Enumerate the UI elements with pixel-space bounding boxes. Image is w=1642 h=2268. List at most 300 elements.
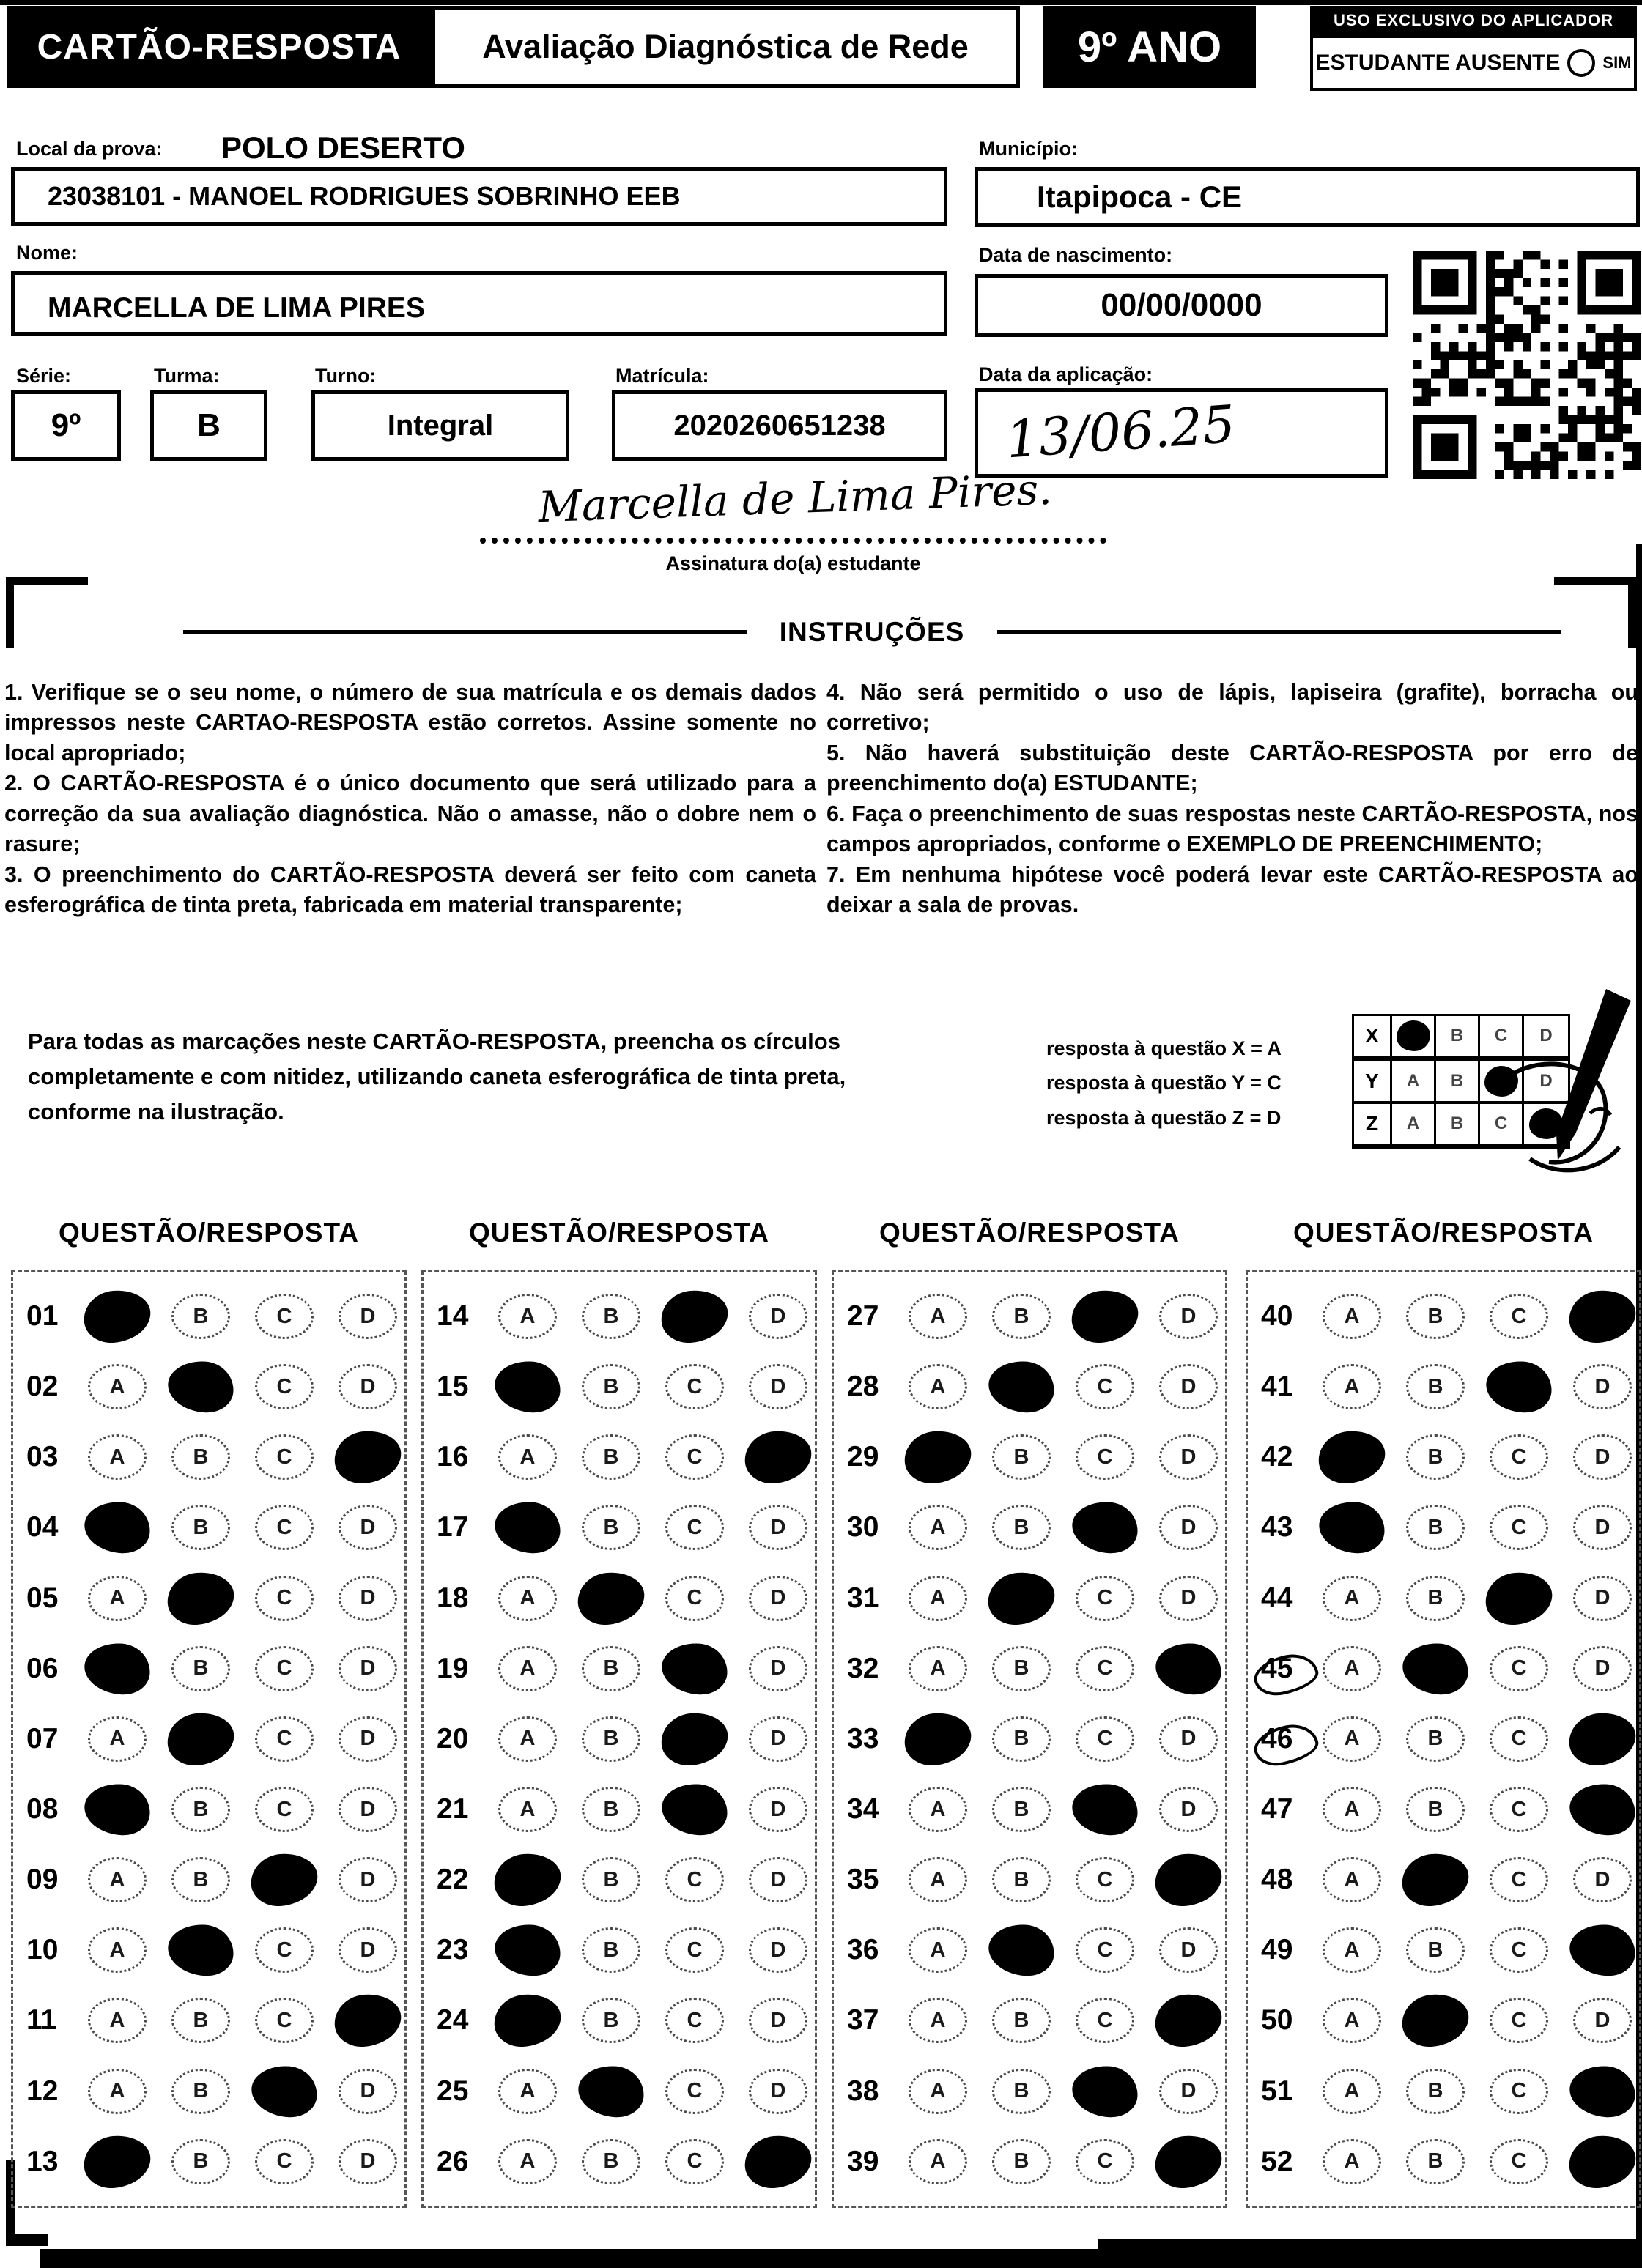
bubble-50-a[interactable]: A — [1323, 1998, 1381, 2043]
bubble-01-c[interactable]: C — [255, 1294, 314, 1339]
example-legend-line: resposta à questão Y = C — [1046, 1072, 1282, 1094]
question-row-03 — [13, 1434, 404, 1480]
column-header: QUESTÃO/RESPOSTA — [879, 1218, 1180, 1248]
bubble-46-d-filled[interactable] — [1567, 1711, 1638, 1768]
bubble-21-a[interactable]: A — [498, 1787, 557, 1832]
bubble-34-b[interactable]: B — [992, 1787, 1051, 1832]
bubble-15-b[interactable]: B — [582, 1364, 640, 1409]
bubble-41-b[interactable]: B — [1406, 1364, 1465, 1409]
pen-hand-illustration — [1487, 989, 1642, 1194]
question-number: 07 — [26, 1722, 59, 1754]
bubble-38-c-filled[interactable] — [1070, 2064, 1139, 2119]
bubble-12-b[interactable]: B — [171, 2069, 230, 2114]
question-number: 43 — [1261, 1511, 1293, 1544]
bubble-10-a[interactable]: A — [88, 1927, 147, 1973]
bubble-27-d[interactable]: D — [1159, 1294, 1218, 1339]
bubble-36-a[interactable]: A — [909, 1927, 967, 1973]
question-row-08 — [13, 1787, 404, 1832]
bubble-33-a-filled[interactable] — [902, 1711, 973, 1768]
bubble-43-d[interactable]: D — [1573, 1505, 1632, 1550]
bubble-04-d[interactable]: D — [339, 1505, 397, 1550]
bubble-27-a[interactable]: A — [909, 1294, 967, 1339]
bubble-05-a[interactable]: A — [88, 1576, 147, 1621]
bubble-31-d[interactable]: D — [1159, 1576, 1218, 1621]
bubble-37-b[interactable]: B — [992, 1998, 1051, 2043]
nome-field — [11, 271, 947, 336]
bubble-23-a-filled[interactable] — [493, 1923, 562, 1979]
question-row-18 — [424, 1576, 815, 1621]
bubble-51-a[interactable]: A — [1323, 2069, 1381, 2114]
bubble-10-d[interactable]: D — [339, 1927, 397, 1973]
bubble-42-d[interactable]: D — [1573, 1434, 1632, 1480]
bubble-15-a-filled[interactable] — [493, 1359, 562, 1415]
bubble-43-a-filled[interactable] — [1317, 1500, 1386, 1556]
bubble-06-b[interactable]: B — [171, 1646, 230, 1691]
bubble-10-b-filled[interactable] — [166, 1923, 235, 1979]
bubble-51-d-filled[interactable] — [1568, 2064, 1637, 2119]
bubble-17-c[interactable]: C — [665, 1505, 724, 1550]
bubble-19-d[interactable]: D — [749, 1646, 807, 1691]
bubble-02-c[interactable]: C — [255, 1364, 314, 1409]
bubble-07-d[interactable]: D — [339, 1716, 397, 1762]
bubble-41-a[interactable]: A — [1323, 1364, 1381, 1409]
signature-label: Assinatura do(a) estudante — [665, 552, 921, 574]
question-row-34 — [834, 1787, 1225, 1832]
instruction-item: 1. Verifique se o seu nome, o número de sua matrícula e os demais dados impressos neste CARTAO-RESPOSTA estão corretos. Assine somente no local apropriado; — [4, 680, 816, 766]
bubble-37-c[interactable]: C — [1076, 1998, 1134, 2043]
bubble-14-a[interactable]: A — [498, 1294, 557, 1339]
bubble-22-c[interactable]: C — [665, 1857, 724, 1902]
bubble-26-a[interactable]: A — [498, 2139, 557, 2184]
bubble-21-c-filled[interactable] — [660, 1782, 729, 1837]
question-number: 27 — [847, 1300, 879, 1333]
question-number: 51 — [1261, 2075, 1293, 2107]
bubble-25-b-filled[interactable] — [577, 2064, 646, 2119]
bubble-40-d-filled[interactable] — [1567, 1288, 1638, 1345]
bubble-52-c[interactable]: C — [1490, 2139, 1548, 2184]
bubble-23-c[interactable]: C — [665, 1927, 724, 1973]
bubble-06-c[interactable]: C — [255, 1646, 314, 1691]
example-filled-mark — [1397, 1020, 1430, 1051]
example-bubble-a — [1392, 1016, 1436, 1056]
bubble-13-a-filled[interactable] — [81, 2133, 152, 2190]
bubble-07-b-filled[interactable] — [165, 1711, 236, 1768]
bubble-25-a[interactable]: A — [498, 2069, 557, 2114]
example-bubble-c: C — [1480, 1016, 1524, 1056]
bubble-46-c[interactable]: C — [1490, 1716, 1548, 1762]
question-number: 34 — [847, 1793, 879, 1826]
bubble-46-a[interactable]: A — [1323, 1716, 1381, 1762]
nome-label: Nome: — [16, 242, 78, 264]
question-row-09 — [13, 1857, 404, 1902]
bubble-44-d[interactable]: D — [1573, 1576, 1632, 1621]
bubble-34-d[interactable]: D — [1159, 1787, 1218, 1832]
bubble-14-d[interactable]: D — [749, 1294, 807, 1339]
bubble-31-a[interactable]: A — [909, 1576, 967, 1621]
bubble-47-a[interactable]: A — [1323, 1787, 1381, 1832]
bubble-25-c[interactable]: C — [665, 2069, 724, 2114]
question-row-25 — [424, 2069, 815, 2114]
question-number: 15 — [437, 1371, 469, 1403]
bubble-49-c[interactable]: C — [1490, 1927, 1548, 1973]
bubble-01-d[interactable]: D — [339, 1294, 397, 1339]
question-number: 42 — [1261, 1441, 1293, 1473]
question-number: 37 — [847, 2004, 879, 2037]
question-number: 06 — [26, 1652, 59, 1684]
question-row-24 — [424, 1998, 815, 2043]
matricula-field — [612, 390, 947, 461]
question-row-40 — [1248, 1294, 1639, 1339]
bubble-47-d-filled[interactable] — [1568, 1782, 1637, 1837]
bubble-22-b[interactable]: B — [582, 1857, 640, 1902]
bubble-30-d[interactable]: D — [1159, 1505, 1218, 1550]
bubble-42-b[interactable]: B — [1406, 1434, 1465, 1480]
bubble-31-b-filled[interactable] — [985, 1569, 1057, 1626]
bubble-33-c[interactable]: C — [1076, 1716, 1134, 1762]
example-row-label: Z — [1354, 1104, 1392, 1144]
bubble-12-a[interactable]: A — [88, 2069, 147, 2114]
bubble-29-d[interactable]: D — [1159, 1434, 1218, 1480]
question-row-39 — [834, 2139, 1225, 2184]
bubble-41-c-filled[interactable] — [1484, 1359, 1553, 1415]
question-row-49 — [1248, 1927, 1639, 1973]
bubble-28-b-filled[interactable] — [987, 1359, 1056, 1415]
question-row-14 — [424, 1294, 815, 1339]
bubble-02-b-filled[interactable] — [166, 1359, 235, 1415]
instruction-item: 3. O preenchimento do CARTÃO-RESPOSTA deverá ser feito com caneta esferográfica de tinta preta, fabricada em material transparente; — [4, 861, 816, 918]
bubble-17-d[interactable]: D — [749, 1505, 807, 1550]
aplicacao-label: Data da aplicação: — [979, 363, 1153, 385]
bubble-34-a[interactable]: A — [909, 1787, 967, 1832]
turma-label: Turma: — [154, 365, 220, 387]
bubble-52-b[interactable]: B — [1406, 2139, 1465, 2184]
bubble-49-a[interactable]: A — [1323, 1927, 1381, 1973]
bubble-30-c-filled[interactable] — [1070, 1500, 1139, 1556]
bubble-35-d-filled[interactable] — [1153, 1851, 1224, 1908]
bubble-42-c[interactable]: C — [1490, 1434, 1548, 1480]
bubble-34-c-filled[interactable] — [1070, 1782, 1139, 1837]
bubble-39-b[interactable]: B — [992, 2139, 1051, 2184]
bubble-20-b[interactable]: B — [582, 1716, 640, 1762]
bubble-12-c-filled[interactable] — [250, 2064, 319, 2119]
bubble-32-c[interactable]: C — [1076, 1646, 1134, 1691]
bubble-49-d-filled[interactable] — [1568, 1923, 1637, 1979]
example-bubble-b: B — [1436, 1104, 1480, 1144]
question-number: 50 — [1261, 2004, 1293, 2037]
crop-mark-left-h — [6, 577, 88, 585]
bubble-31-c[interactable]: C — [1076, 1576, 1134, 1621]
bubble-41-d[interactable]: D — [1573, 1364, 1632, 1409]
bubble-19-c-filled[interactable] — [660, 1641, 729, 1697]
bubble-19-a[interactable]: A — [498, 1646, 557, 1691]
bubble-11-d-filled[interactable] — [332, 1992, 403, 2049]
bubble-09-a[interactable]: A — [88, 1857, 147, 1902]
bubble-35-a[interactable]: A — [909, 1857, 967, 1902]
bubble-33-b[interactable]: B — [992, 1716, 1051, 1762]
bubble-24-d[interactable]: D — [749, 1998, 807, 2043]
student-signature-handwriting: Marcella de Lima Pires. — [537, 464, 1053, 533]
answer-column-2 — [421, 1218, 817, 2208]
question-row-20 — [424, 1716, 815, 1762]
bubble-47-b[interactable]: B — [1406, 1787, 1465, 1832]
bubble-04-b[interactable]: B — [171, 1505, 230, 1550]
bubble-07-a[interactable]: A — [88, 1716, 147, 1762]
bubble-01-b[interactable]: B — [171, 1294, 230, 1339]
bubble-11-c[interactable]: C — [255, 1998, 314, 2043]
bubble-21-b[interactable]: B — [582, 1787, 640, 1832]
question-row-16 — [424, 1434, 815, 1480]
bubble-07-c[interactable]: C — [255, 1716, 314, 1762]
bubble-20-a[interactable]: A — [498, 1716, 557, 1762]
bubble-39-c[interactable]: C — [1076, 2139, 1134, 2184]
bubble-23-b[interactable]: B — [582, 1927, 640, 1973]
bubble-48-c[interactable]: C — [1490, 1857, 1548, 1902]
bubble-15-c[interactable]: C — [665, 1364, 724, 1409]
example-legend-line: resposta à questão X = A — [1046, 1037, 1282, 1059]
bubble-03-b[interactable]: B — [171, 1434, 230, 1480]
bubble-14-c-filled[interactable] — [659, 1288, 730, 1345]
bubble-06-a-filled[interactable] — [83, 1641, 152, 1697]
question-row-22 — [424, 1857, 815, 1902]
bubble-30-a[interactable]: A — [909, 1505, 967, 1550]
bubble-24-b[interactable]: B — [582, 1998, 640, 2043]
bubble-44-b[interactable]: B — [1406, 1576, 1465, 1621]
question-row-47 — [1248, 1787, 1639, 1832]
question-number: 11 — [26, 2004, 57, 2037]
question-number: 32 — [847, 1652, 879, 1684]
bubble-18-b-filled[interactable] — [575, 1569, 646, 1626]
bubble-02-d[interactable]: D — [339, 1364, 397, 1409]
bubble-45-d[interactable]: D — [1573, 1646, 1632, 1691]
bubble-52-a[interactable]: A — [1323, 2139, 1381, 2184]
bubble-16-a[interactable]: A — [498, 1434, 557, 1480]
bubble-18-a[interactable]: A — [498, 1576, 557, 1621]
bubble-48-d[interactable]: D — [1573, 1857, 1632, 1902]
question-row-23 — [424, 1927, 815, 1973]
bubble-50-d[interactable]: D — [1573, 1998, 1632, 2043]
bubble-08-d[interactable]: D — [339, 1787, 397, 1832]
example-bubble-d: D — [1539, 1071, 1553, 1091]
bubble-35-c[interactable]: C — [1076, 1857, 1134, 1902]
bubble-03-a[interactable]: A — [88, 1434, 147, 1480]
signature-line[interactable] — [480, 497, 1106, 544]
answer-column-1 — [11, 1218, 407, 2208]
instructions-right-column — [826, 678, 1638, 921]
question-number: 17 — [437, 1511, 469, 1544]
bubble-13-c[interactable]: C — [255, 2139, 314, 2184]
bubble-01-a-filled[interactable] — [81, 1288, 152, 1345]
bubble-45-b-filled[interactable] — [1401, 1641, 1470, 1697]
bubble-37-d-filled[interactable] — [1153, 1992, 1224, 2049]
bubble-47-c[interactable]: C — [1490, 1787, 1548, 1832]
bubble-38-b[interactable]: B — [992, 2069, 1051, 2114]
column-header: QUESTÃO/RESPOSTA — [1292, 1218, 1594, 1248]
bubble-05-b-filled[interactable] — [165, 1569, 236, 1626]
bubble-29-c[interactable]: C — [1076, 1434, 1134, 1480]
bubble-18-d[interactable]: D — [749, 1576, 807, 1621]
bubble-18-c[interactable]: C — [665, 1576, 724, 1621]
bubble-11-a[interactable]: A — [88, 1998, 147, 2043]
absent-option-label: SIM — [1602, 53, 1632, 72]
bubble-09-b[interactable]: B — [171, 1857, 230, 1902]
bubble-28-c[interactable]: C — [1076, 1364, 1134, 1409]
example-bubble-b: B — [1436, 1016, 1480, 1056]
bubble-17-b[interactable]: B — [582, 1505, 640, 1550]
bubble-20-d[interactable]: D — [749, 1716, 807, 1762]
bubble-42-a-filled[interactable] — [1316, 1428, 1387, 1486]
question-number: 36 — [847, 1934, 879, 1966]
question-number: 18 — [437, 1582, 469, 1614]
bubble-04-a-filled[interactable] — [83, 1500, 152, 1556]
bubble-26-b[interactable]: B — [582, 2139, 640, 2184]
bubble-28-d[interactable]: D — [1159, 1364, 1218, 1409]
question-row-48 — [1248, 1857, 1639, 1902]
bubble-16-b[interactable]: B — [582, 1434, 640, 1480]
bubble-27-b[interactable]: B — [992, 1294, 1051, 1339]
question-row-21 — [424, 1787, 815, 1832]
bubble-37-a[interactable]: A — [909, 1998, 967, 2043]
bubble-43-b[interactable]: B — [1406, 1505, 1465, 1550]
bubble-48-b-filled[interactable] — [1399, 1851, 1471, 1908]
bubble-43-c[interactable]: C — [1490, 1505, 1548, 1550]
nascimento-label: Data de nascimento: — [979, 244, 1173, 266]
bubble-38-d[interactable]: D — [1159, 2069, 1218, 2114]
bubble-46-b[interactable]: B — [1406, 1716, 1465, 1762]
bubble-02-a[interactable]: A — [88, 1364, 147, 1409]
bubble-09-c-filled[interactable] — [248, 1851, 319, 1908]
question-row-45 — [1248, 1646, 1639, 1691]
bubble-40-c[interactable]: C — [1490, 1294, 1548, 1339]
bubble-35-b[interactable]: B — [992, 1857, 1051, 1902]
bubble-27-c-filled[interactable] — [1069, 1288, 1140, 1345]
bubble-08-a-filled[interactable] — [83, 1782, 152, 1837]
bubble-22-a-filled[interactable] — [492, 1851, 563, 1908]
bubble-50-c[interactable]: C — [1490, 1998, 1548, 2043]
bubble-16-c[interactable]: C — [665, 1434, 724, 1480]
bubble-36-b-filled[interactable] — [987, 1923, 1056, 1979]
question-number: 12 — [26, 2075, 59, 2107]
bubble-25-d[interactable]: D — [749, 2069, 807, 2114]
question-number: 44 — [1261, 1582, 1293, 1614]
bubble-22-d[interactable]: D — [749, 1857, 807, 1902]
question-row-02 — [13, 1364, 404, 1409]
question-row-28 — [834, 1364, 1225, 1409]
bubble-33-d[interactable]: D — [1159, 1716, 1218, 1762]
bubble-32-b[interactable]: B — [992, 1646, 1051, 1691]
bubble-29-a-filled[interactable] — [902, 1428, 973, 1486]
question-row-51 — [1248, 2069, 1639, 2114]
bubble-13-d[interactable]: D — [339, 2139, 397, 2184]
bubble-11-b[interactable]: B — [171, 1998, 230, 2043]
matricula-value: 2020260651238 — [673, 409, 886, 442]
divider-line-left — [183, 630, 747, 634]
question-row-05 — [13, 1576, 404, 1621]
bubble-09-d[interactable]: D — [339, 1857, 397, 1902]
bubble-39-d-filled[interactable] — [1153, 2133, 1224, 2190]
bubble-39-a[interactable]: A — [909, 2139, 967, 2184]
question-row-26 — [424, 2139, 815, 2184]
absent-bubble[interactable] — [1567, 49, 1595, 77]
bubble-40-a[interactable]: A — [1323, 1294, 1381, 1339]
bubble-45-c[interactable]: C — [1490, 1646, 1548, 1691]
bubble-44-c-filled[interactable] — [1483, 1569, 1554, 1626]
bubble-49-b[interactable]: B — [1406, 1927, 1465, 1973]
bubble-08-c[interactable]: C — [255, 1787, 314, 1832]
bubble-05-c[interactable]: C — [255, 1576, 314, 1621]
bubble-32-d-filled[interactable] — [1154, 1641, 1223, 1697]
question-number: 10 — [26, 1934, 59, 1966]
bubble-05-d[interactable]: D — [339, 1576, 397, 1621]
question-number: 03 — [26, 1441, 59, 1473]
question-row-35 — [834, 1857, 1225, 1902]
instructions-left-column — [4, 678, 816, 921]
bubble-23-d[interactable]: D — [749, 1927, 807, 1973]
card-title: CARTÃO-RESPOSTA — [7, 6, 431, 88]
nome-value: MARCELLA DE LIMA PIRES — [48, 292, 425, 324]
bubble-03-c[interactable]: C — [255, 1434, 314, 1480]
bubble-38-a[interactable]: A — [909, 2069, 967, 2114]
qr-code — [1413, 251, 1641, 479]
question-row-36 — [834, 1927, 1225, 1973]
bubble-14-b[interactable]: B — [582, 1294, 640, 1339]
question-number: 09 — [26, 1864, 59, 1896]
bubble-19-b[interactable]: B — [582, 1646, 640, 1691]
bubble-51-b[interactable]: B — [1406, 2069, 1465, 2114]
bubble-52-d-filled[interactable] — [1567, 2133, 1638, 2190]
bubble-44-a[interactable]: A — [1323, 1576, 1381, 1621]
question-row-13 — [13, 2139, 404, 2184]
bubble-26-d-filled[interactable] — [742, 2133, 813, 2190]
question-number: 48 — [1261, 1864, 1293, 1896]
question-row-31 — [834, 1576, 1225, 1621]
bubble-28-a[interactable]: A — [909, 1364, 967, 1409]
bubble-50-b-filled[interactable] — [1399, 1992, 1471, 2049]
bubble-15-d[interactable]: D — [749, 1364, 807, 1409]
bubble-40-b[interactable]: B — [1406, 1294, 1465, 1339]
bubble-20-c-filled[interactable] — [659, 1711, 730, 1768]
bubble-48-a[interactable]: A — [1323, 1857, 1381, 1902]
question-number: 02 — [26, 1371, 59, 1403]
bubble-24-a-filled[interactable] — [492, 1992, 563, 2049]
question-number: 04 — [26, 1511, 59, 1544]
local-value: POLO DESERTO — [221, 130, 465, 165]
bubble-03-d-filled[interactable] — [332, 1428, 403, 1486]
bubble-12-d[interactable]: D — [339, 2069, 397, 2114]
bubble-36-c[interactable]: C — [1076, 1927, 1134, 1973]
bubble-30-b[interactable]: B — [992, 1505, 1051, 1550]
bubble-10-c[interactable]: C — [255, 1927, 314, 1973]
question-row-52 — [1248, 2139, 1639, 2184]
bubble-36-d[interactable]: D — [1159, 1927, 1218, 1973]
bubble-04-c[interactable]: C — [255, 1505, 314, 1550]
question-number: 26 — [437, 2145, 469, 2177]
bubble-16-d-filled[interactable] — [742, 1428, 813, 1486]
bubble-32-a[interactable]: A — [909, 1646, 967, 1691]
bubble-21-d[interactable]: D — [749, 1787, 807, 1832]
bubble-06-d[interactable]: D — [339, 1646, 397, 1691]
bubble-17-a-filled[interactable] — [493, 1500, 562, 1556]
bubble-51-c[interactable]: C — [1490, 2069, 1548, 2114]
bubble-24-c[interactable]: C — [665, 1998, 724, 2043]
bubble-13-b[interactable]: B — [171, 2139, 230, 2184]
bubble-45-a[interactable]: A — [1323, 1646, 1381, 1691]
question-row-27 — [834, 1294, 1225, 1339]
bubble-29-b[interactable]: B — [992, 1434, 1051, 1480]
bubble-26-c[interactable]: C — [665, 2139, 724, 2184]
question-number: 52 — [1261, 2145, 1293, 2177]
bubble-08-b[interactable]: B — [171, 1787, 230, 1832]
question-row-50 — [1248, 1998, 1639, 2043]
